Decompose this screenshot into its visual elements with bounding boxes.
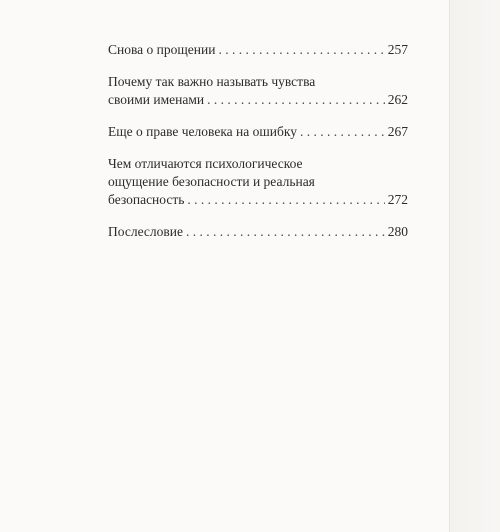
dot-leader [187,191,384,209]
toc-page-number: 280 [387,224,408,239]
toc-page-number: 272 [387,192,408,207]
toc-entry-line [108,91,408,109]
toc-entry [108,223,408,241]
dot-leader [218,41,384,59]
toc-page-number: 257 [387,42,408,57]
toc-entry-title: Чем отличаются психологическое [108,156,303,171]
dot-leader [207,91,385,109]
toc-page-number: 267 [387,124,408,139]
toc-entry-title-continued: своими именами [108,92,205,107]
toc-entry-title: Снова о прощении [108,42,216,57]
toc-entry [108,123,408,141]
toc-entry-title: Еще о праве человека на ошибку [108,124,297,139]
toc-entry [108,155,408,209]
page-edge-shadow [450,0,500,532]
page-edge [449,0,450,532]
toc-entry-title: Послесловие [108,224,183,239]
dot-leader [186,223,385,241]
toc-entry-title: Почему так важно называть чувства [108,74,316,89]
dot-leader [300,123,385,141]
toc-entry [108,41,408,59]
toc-page-number: 262 [387,92,408,107]
toc-entry-line [108,41,408,59]
toc-entry-title-continued: ощущение безопасности и реальная [108,174,315,189]
toc-entry-line [108,191,408,209]
table-of-contents [108,41,408,255]
toc-entry [108,73,408,109]
toc-entry-title-continued: безопасность [108,192,185,207]
toc-entry-line [108,123,408,141]
toc-entry-line [108,223,408,241]
